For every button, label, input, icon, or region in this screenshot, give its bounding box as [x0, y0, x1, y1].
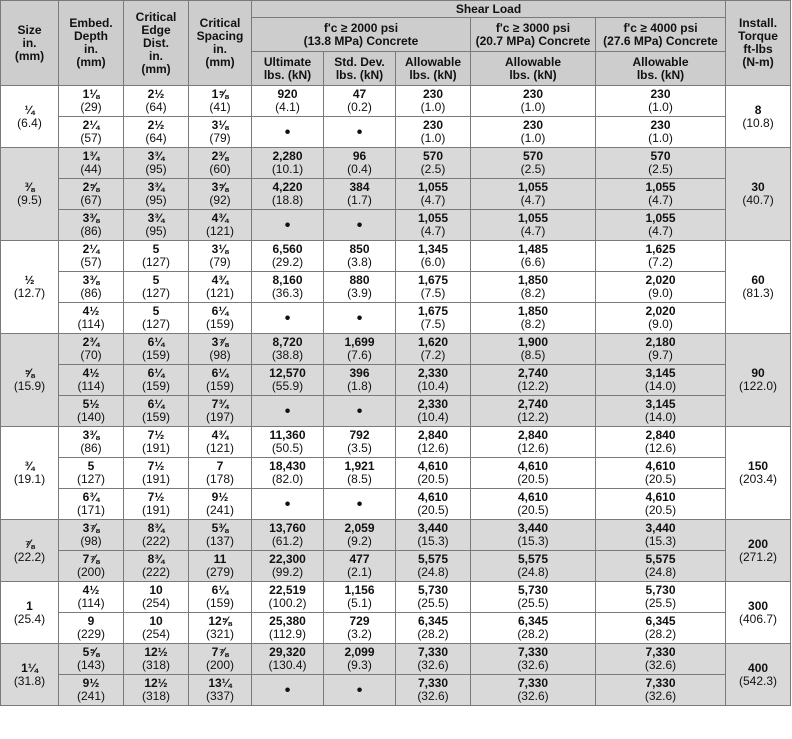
value-cell: 2,099 (9.3) [324, 644, 396, 675]
value-cell: 8¾ (222) [124, 520, 189, 551]
table-row [1, 210, 791, 241]
value-cell: 7¾ (197) [189, 396, 252, 427]
value-cell: 7,330 (32.6) [471, 675, 596, 706]
table-row [1, 520, 791, 551]
value-cell: 1,055 (4.7) [396, 179, 471, 210]
value-cell: 4,610 (20.5) [596, 489, 726, 520]
value-cell: 6,345 (28.2) [471, 613, 596, 644]
value-cell: 6,560 (29.2) [252, 241, 324, 272]
table-row [1, 458, 791, 489]
value-cell: 4½ (114) [59, 582, 124, 613]
size-cell: ⅝ (15.9) [1, 334, 59, 427]
table-row [1, 551, 791, 582]
value-cell: 7⅞ (200) [59, 551, 124, 582]
value-cell: 8¾ (222) [124, 551, 189, 582]
value-cell: 1,345 (6.0) [396, 241, 471, 272]
value-cell: 7,330 (32.6) [596, 675, 726, 706]
value-cell: 3⅝ (92) [189, 179, 252, 210]
value-cell: 920 (4.1) [252, 86, 324, 117]
value-cell: • [324, 675, 396, 706]
value-cell: 570 (2.5) [396, 148, 471, 179]
value-cell: 5½ (140) [59, 396, 124, 427]
value-cell: 5 (127) [124, 241, 189, 272]
torque-cell: 150 (203.4) [726, 427, 791, 520]
value-cell: 7,330 (32.6) [396, 675, 471, 706]
value-cell: 6,345 (28.2) [396, 613, 471, 644]
value-cell: • [252, 675, 324, 706]
value-cell: 13¼ (337) [189, 675, 252, 706]
value-cell: 22,300 (99.2) [252, 551, 324, 582]
value-cell: 2,740 (12.2) [471, 365, 596, 396]
value-cell: 2½ (64) [124, 117, 189, 148]
value-cell: • [324, 210, 396, 241]
header-spacing: Critical Spacing in. (mm) [189, 1, 252, 86]
table-row [1, 644, 791, 675]
value-cell: 4¾ (121) [189, 210, 252, 241]
size-cell: ¼ (6.4) [1, 86, 59, 148]
value-cell: 1,675 (7.5) [396, 272, 471, 303]
value-cell: 3⅛ (79) [189, 117, 252, 148]
size-cell: 1¼ (31.8) [1, 644, 59, 706]
value-cell: 4,610 (20.5) [396, 489, 471, 520]
value-cell: 3,440 (15.3) [596, 520, 726, 551]
torque-cell: 8 (10.8) [726, 86, 791, 148]
value-cell: 22,519 (100.2) [252, 582, 324, 613]
value-cell: 2½ (64) [124, 86, 189, 117]
value-cell: 9½ (241) [189, 489, 252, 520]
value-cell: 47 (0.2) [324, 86, 396, 117]
value-cell: 18,430 (82.0) [252, 458, 324, 489]
value-cell: 5⅜ (137) [189, 520, 252, 551]
size-cell: 1 (25.4) [1, 582, 59, 644]
value-cell: 1,699 (7.6) [324, 334, 396, 365]
value-cell: 3,145 (14.0) [596, 396, 726, 427]
value-cell: 3⅜ (86) [59, 272, 124, 303]
value-cell: 2,840 (12.6) [471, 427, 596, 458]
table-row [1, 582, 791, 613]
torque-cell: 90 (122.0) [726, 334, 791, 427]
value-cell: 2,840 (12.6) [396, 427, 471, 458]
value-cell: 2¾ (70) [59, 334, 124, 365]
value-cell: 6¼ (159) [189, 365, 252, 396]
value-cell: 1,675 (7.5) [396, 303, 471, 334]
header-concrete-4000: f'c ≥ 4000 psi (27.6 MPa) Concrete [596, 18, 726, 52]
value-cell: 5,730 (25.5) [471, 582, 596, 613]
value-cell: 5,575 (24.8) [596, 551, 726, 582]
value-cell: 12⅝ (321) [189, 613, 252, 644]
value-cell: 570 (2.5) [596, 148, 726, 179]
torque-cell: 200 (271.2) [726, 520, 791, 582]
value-cell: 230 (1.0) [471, 86, 596, 117]
value-cell: 2¼ (57) [59, 117, 124, 148]
value-cell: 4½ (114) [59, 303, 124, 334]
value-cell: 3,145 (14.0) [596, 365, 726, 396]
value-cell: 1⅛ (29) [59, 86, 124, 117]
value-cell: 5,575 (24.8) [396, 551, 471, 582]
table-row [1, 613, 791, 644]
table-body [1, 86, 791, 706]
value-cell: 3¾ (95) [124, 179, 189, 210]
value-cell: • [324, 396, 396, 427]
value-cell: 12½ (318) [124, 675, 189, 706]
table-row [1, 489, 791, 520]
value-cell: 1,156 (5.1) [324, 582, 396, 613]
value-cell: 230 (1.0) [596, 86, 726, 117]
table-row [1, 179, 791, 210]
value-cell: 1,055 (4.7) [596, 179, 726, 210]
size-cell: ¾ (19.1) [1, 427, 59, 520]
header-concrete-2000: f'c ≥ 2000 psi (13.8 MPa) Concrete [252, 18, 471, 52]
value-cell: 396 (1.8) [324, 365, 396, 396]
value-cell: 1,850 (8.2) [471, 272, 596, 303]
value-cell: 7½ (191) [124, 489, 189, 520]
value-cell: 1,921 (8.5) [324, 458, 396, 489]
header-torque: Install. Torque ft-lbs (N-m) [726, 1, 791, 86]
value-cell: 6¼ (159) [124, 365, 189, 396]
value-cell: 2⅝ (67) [59, 179, 124, 210]
value-cell: 7,330 (32.6) [471, 644, 596, 675]
value-cell: 6¼ (159) [124, 334, 189, 365]
value-cell: 384 (1.7) [324, 179, 396, 210]
value-cell: 1,620 (7.2) [396, 334, 471, 365]
value-cell: 2,020 (9.0) [596, 303, 726, 334]
value-cell: 4¾ (121) [189, 272, 252, 303]
value-cell: 7,330 (32.6) [396, 644, 471, 675]
value-cell: 5⅝ (143) [59, 644, 124, 675]
value-cell: 7 (178) [189, 458, 252, 489]
value-cell: 5,730 (25.5) [596, 582, 726, 613]
value-cell: 10 (254) [124, 582, 189, 613]
value-cell: 2,059 (9.2) [324, 520, 396, 551]
value-cell: 8,160 (36.3) [252, 272, 324, 303]
size-cell: ½ (12.7) [1, 241, 59, 334]
value-cell: 3⅜ (86) [59, 427, 124, 458]
value-cell: 477 (2.1) [324, 551, 396, 582]
value-cell: 1,850 (8.2) [471, 303, 596, 334]
value-cell: • [252, 489, 324, 520]
value-cell: 2,330 (10.4) [396, 365, 471, 396]
table-row [1, 427, 791, 458]
value-cell: 3⅞ (98) [189, 334, 252, 365]
value-cell: 792 (3.5) [324, 427, 396, 458]
value-cell: 880 (3.9) [324, 272, 396, 303]
value-cell: 1,625 (7.2) [596, 241, 726, 272]
table-row [1, 334, 791, 365]
value-cell: 1,055 (4.7) [471, 210, 596, 241]
value-cell: 96 (0.4) [324, 148, 396, 179]
value-cell: 6,345 (28.2) [596, 613, 726, 644]
value-cell: 9½ (241) [59, 675, 124, 706]
value-cell: 25,380 (112.9) [252, 613, 324, 644]
table-row [1, 365, 791, 396]
header-allowable-3000: Allowable lbs. (kN) [471, 52, 596, 86]
value-cell: • [252, 210, 324, 241]
value-cell: 2,280 (10.1) [252, 148, 324, 179]
value-cell: 230 (1.0) [471, 117, 596, 148]
value-cell: 1,055 (4.7) [596, 210, 726, 241]
value-cell: 6¾ (171) [59, 489, 124, 520]
torque-cell: 300 (406.7) [726, 582, 791, 644]
value-cell: 6¼ (159) [189, 303, 252, 334]
value-cell: • [252, 117, 324, 148]
value-cell: 10 (254) [124, 613, 189, 644]
value-cell: 4,610 (20.5) [471, 458, 596, 489]
value-cell: 2¼ (57) [59, 241, 124, 272]
value-cell: 3⅜ (86) [59, 210, 124, 241]
value-cell: 3,440 (15.3) [396, 520, 471, 551]
value-cell: 4¾ (121) [189, 427, 252, 458]
table-row [1, 272, 791, 303]
torque-cell: 60 (81.3) [726, 241, 791, 334]
value-cell: 3¾ (95) [124, 210, 189, 241]
value-cell: 29,320 (130.4) [252, 644, 324, 675]
value-cell: 4,610 (20.5) [596, 458, 726, 489]
value-cell: 850 (3.8) [324, 241, 396, 272]
value-cell: • [324, 117, 396, 148]
table-row [1, 117, 791, 148]
size-cell: ⅜ (9.5) [1, 148, 59, 241]
value-cell: 11,360 (50.5) [252, 427, 324, 458]
value-cell: 3⅛ (79) [189, 241, 252, 272]
value-cell: 5,730 (25.5) [396, 582, 471, 613]
value-cell: 3⅞ (98) [59, 520, 124, 551]
value-cell: 7⅞ (200) [189, 644, 252, 675]
value-cell: 1,055 (4.7) [396, 210, 471, 241]
value-cell: 230 (1.0) [396, 86, 471, 117]
torque-cell: 30 (40.7) [726, 148, 791, 241]
value-cell: 230 (1.0) [596, 117, 726, 148]
value-cell: 5 (127) [124, 303, 189, 334]
value-cell: • [252, 396, 324, 427]
header-allowable-2000: Allowable lbs. (kN) [396, 52, 471, 86]
header-embed-depth: Embed. Depth in. (mm) [59, 1, 124, 86]
header-size: Size in. (mm) [1, 1, 59, 86]
value-cell: 1,900 (8.5) [471, 334, 596, 365]
value-cell: 2,330 (10.4) [396, 396, 471, 427]
value-cell: 6¼ (159) [189, 582, 252, 613]
header-shear-load: Shear Load [252, 1, 726, 18]
value-cell: 6¼ (159) [124, 396, 189, 427]
value-cell: 1⅝ (41) [189, 86, 252, 117]
value-cell: 13,760 (61.2) [252, 520, 324, 551]
value-cell: 729 (3.2) [324, 613, 396, 644]
value-cell: • [252, 303, 324, 334]
value-cell: 12,570 (55.9) [252, 365, 324, 396]
table-row [1, 303, 791, 334]
value-cell: 7½ (191) [124, 458, 189, 489]
value-cell: 2,740 (12.2) [471, 396, 596, 427]
value-cell: 7½ (191) [124, 427, 189, 458]
size-cell: ⅞ (22.2) [1, 520, 59, 582]
value-cell: 4,220 (18.8) [252, 179, 324, 210]
header-ultimate: Ultimate lbs. (kN) [252, 52, 324, 86]
table-row [1, 86, 791, 117]
value-cell: 2⅜ (60) [189, 148, 252, 179]
torque-cell: 400 (542.3) [726, 644, 791, 706]
value-cell: 7,330 (32.6) [596, 644, 726, 675]
value-cell: 1¾ (44) [59, 148, 124, 179]
value-cell: • [324, 489, 396, 520]
value-cell: 1,485 (6.6) [471, 241, 596, 272]
value-cell: 2,840 (12.6) [596, 427, 726, 458]
value-cell: 2,020 (9.0) [596, 272, 726, 303]
value-cell: 5 (127) [59, 458, 124, 489]
value-cell: 4,610 (20.5) [396, 458, 471, 489]
value-cell: 4½ (114) [59, 365, 124, 396]
value-cell: 2,180 (9.7) [596, 334, 726, 365]
table-row [1, 396, 791, 427]
value-cell: 3,440 (15.3) [471, 520, 596, 551]
value-cell: 5 (127) [124, 272, 189, 303]
value-cell: 5,575 (24.8) [471, 551, 596, 582]
header-concrete-3000: f'c ≥ 3000 psi (20.7 MPa) Concrete [471, 18, 596, 52]
value-cell: 570 (2.5) [471, 148, 596, 179]
value-cell: 1,055 (4.7) [471, 179, 596, 210]
value-cell: 8,720 (38.8) [252, 334, 324, 365]
value-cell: 12½ (318) [124, 644, 189, 675]
table-row [1, 241, 791, 272]
table-row [1, 148, 791, 179]
value-cell: 11 (279) [189, 551, 252, 582]
value-cell: 3¾ (95) [124, 148, 189, 179]
value-cell: 9 (229) [59, 613, 124, 644]
value-cell: 4,610 (20.5) [471, 489, 596, 520]
header-allowable-4000: Allowable lbs. (kN) [596, 52, 726, 86]
value-cell: • [324, 303, 396, 334]
header-std-dev: Std. Dev. lbs. (kN) [324, 52, 396, 86]
value-cell: 230 (1.0) [396, 117, 471, 148]
table-row [1, 675, 791, 706]
header-edge-dist: Critical Edge Dist. in. (mm) [124, 1, 189, 86]
